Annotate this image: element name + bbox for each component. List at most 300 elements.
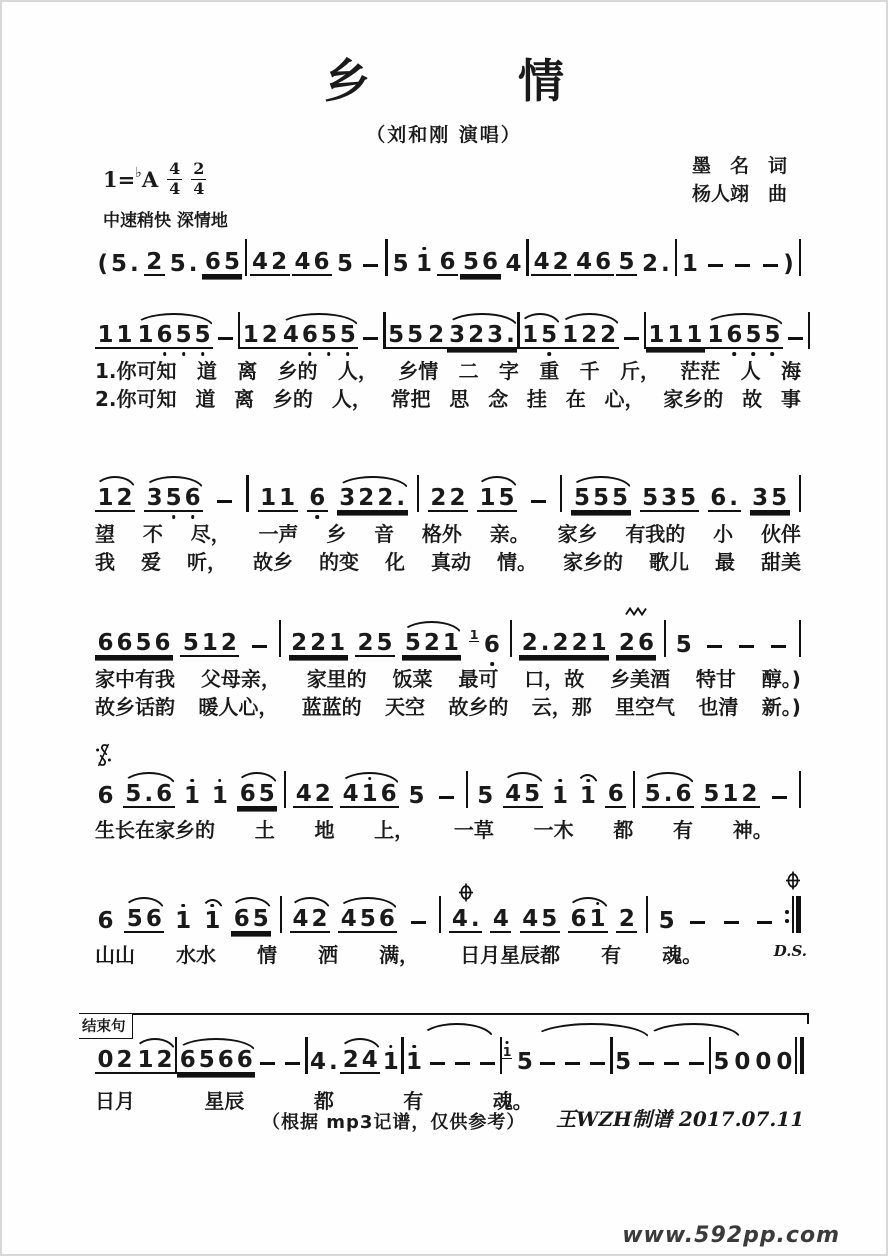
note-digit: 5 — [408, 783, 425, 809]
note-digit: 6 — [607, 781, 624, 807]
time-signature-2: $\frac{2}{4}$ — [193, 159, 205, 198]
note-digit: 5 — [771, 485, 788, 511]
lyric-token: 有 — [403, 1089, 424, 1113]
note-cell — [605, 783, 626, 808]
grace-note — [502, 1043, 513, 1060]
lyric-token: 乡的 — [272, 387, 313, 411]
note-digit: 1 — [279, 485, 296, 511]
note-digit: . — [729, 485, 738, 511]
ending-bracket — [79, 1013, 809, 1015]
lyric-token: 离 — [237, 359, 258, 383]
lyric-token: 字 — [498, 359, 519, 383]
note-digit: 5 — [675, 632, 692, 658]
note-digit: 6 — [308, 487, 327, 510]
note-cell — [284, 771, 286, 808]
lyric-token: 山山 — [95, 943, 135, 967]
slur — [570, 476, 631, 490]
note-digit: 4 — [576, 249, 593, 275]
note-cell — [95, 253, 141, 276]
note-cell — [734, 645, 759, 657]
trill-icon — [625, 607, 647, 616]
note-digit: 5 — [359, 906, 376, 932]
note-cell — [95, 487, 135, 512]
note-digit: 2 — [314, 781, 331, 807]
lyric-token: 有 — [601, 943, 622, 967]
note-cell — [167, 253, 200, 276]
note-cell — [95, 910, 116, 933]
lyric-token: 满， — [379, 943, 420, 967]
lyric-token: 化 — [385, 550, 405, 574]
note-digit: 2 — [428, 322, 445, 348]
note-digit: 6 — [217, 1047, 234, 1073]
note-digit: 5 — [404, 630, 421, 656]
lyric-token: 格外 — [421, 522, 462, 546]
lyric-token: 水水 — [176, 943, 217, 967]
page-title — [0, 0, 888, 108]
note-digit: 1 — [588, 908, 607, 931]
note-digit: 6 — [595, 249, 612, 275]
key-and-tempo-block — [103, 161, 228, 231]
dash — [217, 500, 232, 503]
note-cell — [406, 921, 431, 933]
dash — [724, 921, 739, 924]
note-cell — [477, 487, 517, 512]
barline — [560, 475, 562, 512]
note-cell — [202, 910, 223, 933]
lyric-token: 神。 — [732, 818, 773, 842]
note-digit: 2 — [311, 906, 328, 932]
key-letter: A — [141, 166, 159, 192]
note-digit: 5 — [388, 322, 405, 348]
lyric-token: 歌儿 — [649, 550, 689, 574]
note-cell — [752, 921, 777, 933]
note-digit: . — [188, 251, 198, 277]
note-cell — [237, 783, 277, 808]
slur — [519, 313, 561, 327]
note-digit: 1 — [97, 322, 114, 348]
lyric-token: 家乡的 — [663, 387, 724, 411]
note-digit: 6 — [313, 249, 330, 275]
lyric-token: 一木 — [533, 818, 574, 842]
music-system — [95, 896, 807, 967]
lyric-token: 2.你可知 — [95, 387, 177, 411]
lyric-token: 土 — [254, 818, 275, 842]
note-digit: 2 — [449, 485, 466, 511]
note-digit: 5 — [392, 251, 409, 277]
note-cell — [705, 324, 783, 349]
tie-arc — [646, 1023, 742, 1039]
key-signature — [103, 161, 228, 197]
barline — [466, 771, 468, 808]
note-digit: 2 — [220, 630, 237, 656]
lyric-token: 茫茫 — [680, 359, 721, 383]
note-cell — [560, 1062, 585, 1074]
note-digit: 2 — [342, 1047, 359, 1073]
note-cell — [231, 908, 271, 933]
note-cell — [135, 324, 213, 349]
note-digit: 2 — [581, 322, 598, 348]
note-cell — [245, 239, 247, 276]
lyric-token: 思 — [449, 387, 470, 411]
note-cell — [182, 785, 203, 808]
note-digit: 6 — [97, 783, 114, 809]
lyric-token: 日月星辰都 — [460, 943, 561, 967]
note-cell — [358, 264, 383, 276]
note-digit: . — [470, 906, 480, 932]
note-digit: 5 — [612, 485, 629, 511]
note-digit: 3 — [339, 485, 356, 511]
lyric-token: 都 — [313, 1089, 334, 1113]
dash — [363, 264, 378, 267]
note-digit: 5 — [540, 324, 559, 347]
music-system — [82, 1019, 801, 1113]
notes-row — [95, 620, 801, 657]
note-cell — [386, 324, 426, 349]
segno-icon — [95, 743, 112, 767]
note-digit: 6 — [204, 249, 221, 275]
lyric-token: 上， — [374, 818, 415, 842]
barline — [439, 896, 441, 933]
lyric-token: 蓝蓝的 — [301, 695, 362, 719]
note-cell — [783, 337, 808, 349]
note-cell — [340, 1049, 380, 1074]
lyric-line — [95, 819, 773, 842]
dash — [565, 1062, 580, 1065]
lyric-token: 尽， — [190, 522, 231, 546]
arranger-signature: 王WZH制谱 2017.07.11 — [556, 1107, 805, 1131]
note-digit: 5 — [135, 630, 152, 656]
note-digit: 2 — [600, 322, 617, 348]
slur — [230, 897, 272, 911]
slur — [576, 774, 599, 788]
note-cell — [280, 324, 358, 349]
note-cell — [679, 253, 700, 276]
lyric-token: 情 — [257, 943, 278, 967]
dash — [690, 921, 705, 924]
note-digit: 2 — [521, 630, 538, 656]
lyric-token: 一草 — [453, 818, 494, 842]
note-digit: . — [130, 251, 139, 277]
note-digit: 5 — [198, 1047, 215, 1073]
note-cell — [664, 620, 666, 657]
lyric-token: 暖人心， — [198, 695, 279, 719]
note-cell — [173, 910, 194, 933]
lyric-token: 家乡 — [557, 522, 598, 546]
notes-row — [95, 312, 801, 349]
note-digit: 4 — [295, 781, 312, 807]
note-cell — [613, 1051, 634, 1074]
note-digit: 5 — [462, 249, 479, 275]
notes-row — [95, 771, 801, 808]
note-cell — [795, 1037, 804, 1074]
lyric-token: 故乡话韵 — [95, 695, 175, 719]
note-cell — [358, 337, 383, 349]
note-cell — [799, 620, 801, 657]
lyric-token: 重 — [539, 359, 560, 383]
dash — [639, 1062, 654, 1065]
note-digit: 6 — [300, 324, 319, 347]
note-digit: 1 — [201, 630, 218, 656]
lyric-token: 不 — [142, 522, 163, 546]
lyric-line — [95, 551, 801, 574]
lyric-token: 心， — [604, 387, 645, 411]
note-digit: 5 — [658, 908, 675, 934]
note-digit: 2 — [357, 630, 374, 656]
lyric-token: 家中有我 — [95, 667, 175, 691]
note-cell — [585, 1062, 610, 1074]
note-digit: 1 — [137, 1047, 154, 1073]
key-prefix: 1= — [103, 166, 136, 192]
note-cell — [144, 487, 203, 512]
note-cell — [616, 251, 637, 276]
lyric-token: 人 — [740, 359, 761, 383]
note-digit: 4 — [282, 322, 299, 348]
dash — [771, 645, 786, 648]
note-cell — [531, 251, 571, 276]
note-digit: 5 — [680, 485, 697, 511]
note-digit: ( — [97, 251, 109, 277]
note-digit: 5 — [477, 783, 494, 809]
note-digit: 1 — [260, 485, 277, 511]
note-cell — [292, 251, 332, 276]
note-cell — [520, 324, 560, 349]
title-char-1: 乡 — [324, 54, 370, 108]
lyric-token: 乡美酒 — [610, 667, 671, 691]
note-cell — [449, 908, 482, 933]
lyric-token: 亲。 — [489, 522, 530, 546]
note-digit: 4 — [252, 249, 269, 275]
note-digit: 6 — [239, 781, 256, 807]
note-digit: 5 — [111, 251, 128, 277]
barline — [245, 239, 247, 276]
note-digit: . — [506, 322, 515, 348]
transcription-note: （根据 mp3记谱，仅供参考） — [262, 1112, 526, 1133]
dash — [540, 1062, 555, 1065]
note-cell — [675, 239, 677, 276]
note-cell — [750, 487, 790, 512]
slur — [704, 313, 784, 327]
note-digit: 0 — [776, 1049, 793, 1075]
note-digit: 0 — [734, 1049, 751, 1075]
note-cell — [335, 253, 356, 276]
note-digit: 1 — [722, 781, 739, 807]
note-cell — [469, 626, 503, 658]
note-digit: ) — [783, 251, 794, 277]
note-cell — [490, 908, 511, 933]
note-digit: 6 — [145, 906, 162, 932]
coda-icon — [785, 871, 800, 890]
slur — [339, 772, 400, 786]
lyric-token: 也清 — [698, 695, 739, 719]
note-cell — [634, 1062, 659, 1074]
note-digit: 5 — [338, 324, 357, 347]
lyric-token: 魂。 — [662, 943, 703, 967]
note-digit: 5 — [615, 1049, 632, 1075]
note-cell — [402, 632, 461, 657]
note-digit: 1 — [174, 910, 193, 933]
note-digit: 1 — [562, 322, 579, 348]
note-cell — [701, 783, 760, 808]
note-cell — [646, 896, 648, 933]
note-digit: 1 — [242, 322, 259, 348]
lyric-token: 家乡的 — [563, 550, 623, 574]
flat-icon: ♭ — [135, 165, 142, 181]
note-digit: 4 — [533, 249, 550, 275]
note-digit: 3 — [752, 485, 769, 511]
lyric-token: 音 — [374, 522, 395, 546]
note-digit: 4 — [294, 249, 311, 275]
lyric-token: 家里的 — [306, 667, 367, 691]
note-cell — [437, 251, 458, 276]
note-cell — [560, 475, 562, 512]
note-digit: 6 — [675, 781, 692, 807]
lyric-token: 情。 — [497, 550, 537, 574]
note-digit: 5 — [618, 249, 635, 275]
tie-arc — [420, 1023, 495, 1039]
note-cell — [475, 785, 496, 808]
note-digit: 1 — [469, 626, 479, 642]
note-digit: 5 — [703, 781, 720, 807]
note-digit: 5 — [376, 630, 393, 656]
note-digit: 5 — [252, 906, 269, 932]
lyric-token: 乡 — [326, 522, 347, 546]
note-digit: 5 — [541, 906, 558, 932]
note-digit: 2 — [571, 630, 588, 656]
lyric-token: 特甘 — [695, 667, 736, 691]
note-cell — [503, 253, 524, 276]
note-digit: 4 — [342, 781, 359, 807]
note-digit: 2 — [156, 1047, 173, 1073]
dash — [707, 645, 722, 648]
lyric-token: 地 — [314, 818, 335, 842]
lyric-token: 人， — [337, 359, 378, 383]
note-cell — [730, 264, 755, 276]
note-cell — [510, 620, 512, 657]
note-cell — [799, 475, 801, 512]
slur — [339, 1038, 381, 1052]
lyric-token: 里空气 — [615, 695, 676, 719]
lyric-token: 乡情 — [398, 359, 439, 383]
dash — [757, 921, 772, 924]
lyricist-credit: 墨 名 词 — [691, 155, 787, 177]
note-cell — [808, 312, 810, 349]
note-digit: 6 — [236, 1047, 253, 1073]
lyric-token: 天空 — [385, 695, 426, 719]
dash — [772, 796, 787, 799]
note-cell — [337, 487, 408, 512]
note-digit: 6 — [380, 781, 397, 807]
note-digit: 4 — [361, 1047, 378, 1073]
note-cell — [280, 896, 282, 933]
slur — [279, 313, 359, 327]
lyric-token: 听， — [187, 550, 227, 574]
note-digit: 1 — [116, 322, 133, 348]
note-digit: 1 — [578, 785, 597, 808]
note-digit: 1 — [381, 1051, 400, 1074]
note-cell — [732, 1051, 753, 1074]
note-digit: 3 — [146, 485, 163, 511]
note-digit: 3 — [487, 322, 504, 348]
note-cell — [577, 785, 598, 808]
dash — [411, 921, 426, 924]
lyric-token: 魂。 — [492, 1089, 533, 1113]
note-cell — [95, 632, 173, 657]
note-cell — [640, 253, 673, 276]
dash — [763, 264, 778, 267]
note-digit: 2 — [116, 1047, 133, 1073]
slur — [134, 1038, 176, 1052]
note-digit: 2 — [271, 249, 288, 275]
note-digit: 1 — [681, 251, 698, 277]
lyric-token: 道 — [195, 387, 216, 411]
note-digit: 2 — [741, 781, 758, 807]
note-cell — [355, 632, 395, 657]
notes-row — [95, 239, 801, 276]
note-cell — [95, 785, 116, 808]
note-cell — [250, 251, 290, 276]
note-digit: 6 — [439, 249, 456, 275]
note-cell — [785, 896, 800, 933]
dash — [664, 1062, 679, 1065]
note-digit: 1 — [360, 783, 379, 806]
dash — [430, 1062, 445, 1065]
note-cell — [633, 771, 635, 808]
lyric-token: 的变 — [319, 550, 359, 574]
final-barline — [795, 1037, 804, 1074]
slur — [122, 772, 176, 786]
note-digit: 6 — [183, 487, 202, 510]
lyric-token: 道 — [196, 359, 217, 383]
note-digit: 5 — [498, 485, 515, 511]
lyric-token: 挂 — [526, 387, 547, 411]
note-digit: . — [663, 781, 673, 807]
lyric-token: 醇。) — [761, 667, 801, 691]
lyric-line — [95, 388, 801, 411]
meta-row — [95, 155, 793, 231]
note-cell — [280, 1062, 305, 1074]
note-digit: 6 — [154, 630, 171, 656]
music-system — [95, 475, 801, 574]
note-digit: 1 — [648, 322, 665, 348]
note-cell — [425, 1062, 450, 1074]
lyric-token: 父母亲， — [200, 667, 281, 691]
note-cell — [753, 1051, 774, 1074]
note-digit: 5 — [644, 781, 661, 807]
note-digit: 2 — [552, 249, 569, 275]
note-digit: 4 — [505, 251, 522, 277]
slur — [337, 897, 398, 911]
dash — [285, 1062, 300, 1065]
slur — [446, 313, 519, 327]
music-system — [95, 771, 801, 842]
note-digit: 5 — [763, 324, 782, 347]
lyric-token: 常把 — [390, 387, 431, 411]
barline — [526, 239, 528, 276]
note-cell — [123, 783, 175, 808]
note-digit: 6 — [155, 324, 174, 347]
lyric-token: 离 — [234, 387, 255, 411]
lyric-token: 日月 — [95, 1089, 135, 1113]
note-cell — [247, 645, 272, 657]
note-digit: 5 — [713, 1049, 730, 1075]
note-cell — [380, 1051, 401, 1074]
note-digit: 4 — [505, 781, 522, 807]
lyric-line — [95, 668, 801, 691]
note-cell — [616, 632, 656, 657]
note-digit: 2 — [261, 322, 278, 348]
lyric-token: 有 — [673, 818, 694, 842]
note-cell — [258, 487, 298, 512]
